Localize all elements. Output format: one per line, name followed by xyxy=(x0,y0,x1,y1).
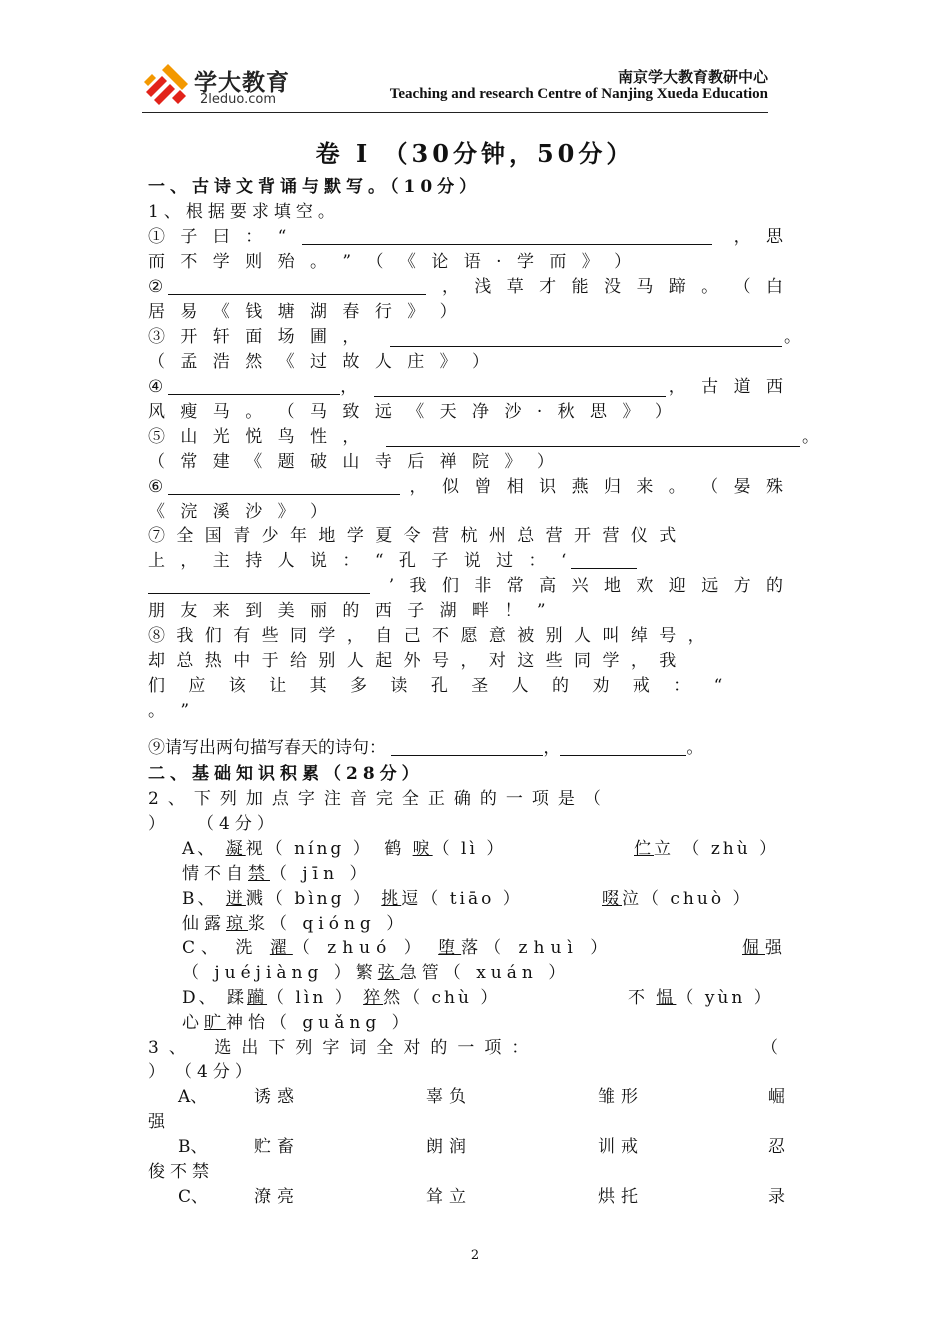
item-4-line-2: 风 瘦 马 。 （ 马 致 远 《 天 净 沙 · 秋 思 》 ） xyxy=(148,402,677,422)
fill-blank[interactable] xyxy=(391,737,543,756)
page-number: 2 xyxy=(470,1248,480,1263)
item-8-line-3: 们 应 该 让 其 多 读 孔 圣 人 的 劝 戒 ： “ xyxy=(148,676,732,696)
logo-mark-icon xyxy=(142,62,192,108)
fill-blank[interactable] xyxy=(148,575,370,594)
xueda-logo xyxy=(142,62,312,110)
option-d-line-2: 心旷神怡（ guǎng ） xyxy=(182,1013,414,1033)
item-6-line-1: ⑥ ， 似 曾 相 识 燕 归 来 。 （ 晏 殊 xyxy=(148,477,788,497)
item-6-line-2: 《 浣 溪 沙 》 ） xyxy=(148,502,333,522)
fill-blank[interactable] xyxy=(560,737,686,756)
option-c-line-2: （ juéjiàng ）繁弦急管（ xuán ） xyxy=(182,963,571,983)
page-title: 卷 I （30分钟，50分） xyxy=(315,139,635,168)
item-8-line-2: 却 总 热 中 于 给 别 人 起 外 号 ， 对 这 些 同 学 ， 我 xyxy=(148,651,680,671)
section2-heading: 二、基础知识积累（28分） xyxy=(148,764,424,784)
fill-blank[interactable] xyxy=(168,476,400,495)
fill-blank[interactable] xyxy=(302,226,712,245)
item-1-line-1: ① 子 曰 ： “ ， 思 xyxy=(148,227,788,247)
question-3-line-1: 3、 选出下列字词全对的一项： （ xyxy=(148,1038,788,1058)
option-c-line-1: C、 洗 濯（ zhuó ） 堕落（ zhuì ） 倔强 xyxy=(182,938,788,958)
item-5-line-2: （ 常 建 《 题 破 山 寺 后 禅 院 》 ） xyxy=(148,452,559,472)
question-2-line-1: 2、下列加点字注音完全正确的一项是（ xyxy=(148,789,610,809)
item-1-line-2: 而 不 学 则 殆 。 ” （ 《 论 语 · 学 而 》 ） xyxy=(148,252,637,272)
item-7-line-1: ⑦ 全 国 青 少 年 地 学 夏 令 营 杭 州 总 营 开 营 仪 式 xyxy=(148,526,680,546)
question-3-line-2: ） （4分） xyxy=(148,1062,257,1082)
question-1: 1、根据要求填空。 xyxy=(148,202,340,222)
org-name-en: Teaching and research Centre of Nanjing Xueda Education xyxy=(389,86,768,102)
item-8-line-1: ⑧ 我 们 有 些 同 学 ， 自 己 不 愿 意 被 别 人 叫 绰 号 ， xyxy=(148,626,708,646)
fill-blank[interactable] xyxy=(390,328,782,347)
header-divider xyxy=(142,112,768,113)
item-7-line-3: ’ 我 们 非 常 高 兴 地 欢 迎 远 方 的 xyxy=(148,574,788,598)
fill-blank[interactable] xyxy=(571,550,637,569)
option-d-line-1: D、 蹂躏（ lìn ） 猝然（ chù ） 不 愠（ yùn ） xyxy=(182,988,774,1008)
question-2-line-2: ） （4分） xyxy=(148,814,279,834)
document-page: 学大教育 2leduo.com 南京学大教育教研中心 Teaching and research Centre of Nanjing Xueda Education 卷 I （30分钟，50分） 一、古诗文背诵与默写。（10分） 1、根据要求填空。 ① 子 曰 ： “ ， 思 而 不 学 则 殆 。 ” （ 《 论 语 · 学 而 》 ） ② ， 浅 草 才 能 没 马 蹄 。 （ 白 居 易 《 钱 塘 湖 春 行 》 ） ③ 开 轩 面 场 圃 ， 。 （ 孟 浩 然 《 过 故 人 庄 》 ） ④ ， ， 古 道 西 风 瘦 马 。 （ 马 致 远 《 天 净 沙 · 秋 思 》 ） ⑤ 山 光 悦 鸟 性 ， 。 （ 常 建 《 题 破 山 寺 后 禅 院 》 ） ⑥ ， 似 曾 相 识 燕 归 来 。 （ 晏 殊 《 浣 溪 沙 》 ） ⑦ 全 国 青 少 年 地 学 夏 令 营 杭 州 总 营 开 营 仪 式 上 ， 主 持 人 说 ： “ 孔 子 说 过 ： ‘ ’ 我 们 非 常 高 兴 地 欢 迎 远 方 的 朋 友 来 到 美 丽 的 西 子 湖 畔 ！ ” ⑧ 我 们 有 些 同 学 ， 自 己 不 愿 意 被 别 人 叫 绰 号 ， 却 总 热 中 于 给 别 人 起 外 号 ， 对 这 些 同 学 ， 我 们 应 该 让 其 多 读 孔 圣 人 的 劝 戒 ： “ 。 ” ⑨请写出两句描写春天的诗句： ， 。 二、基础知识积累（28分） 2、下列加点字注音完全正确的一项是（ ） （4分） A、 凝视（ níng ） 鹤 唳（ lì ） 伫立 （ zhù ） 情不自禁（ jīn ） B、 迸溅（ bìng ） 挑逗（ tiāo ） 啜泣（ chuò ） 仙露琼浆（ qióng ） C、 洗 濯（ zhuó ） 堕落（ zhuì ） 倔强 （ juéjiàng ）繁弦急管（ xuán ） D、 蹂躏（ lìn ） 猝然（ chù ） 不 愠（ yùn ） 心旷神怡（ guǎng ） 3、 选出下列字词全对的一项： （ ） （4分） A、 诱惑 辜负 雏形 崛 强 B、 贮畜 朗润 训戒 忍 俊不禁 C、 潦亮 耸立 烘托 录 2 xyxy=(0,0,950,1344)
item-4-line-1: ④ ， ， 古 道 西 xyxy=(148,377,788,397)
item-2-line-1: ② ， 浅 草 才 能 没 马 蹄 。 （ 白 xyxy=(148,277,788,297)
q3-option-a-tail: 强 xyxy=(148,1112,170,1132)
item-3-line-2: （ 孟 浩 然 《 过 故 人 庄 》 ） xyxy=(148,352,495,372)
option-b-line-2: 仙露琼浆（ qióng ） xyxy=(182,914,409,934)
logo-chinese-text: 学大教育 xyxy=(194,70,290,96)
item-2-line-2: 居 易 《 钱 塘 湖 春 行 》 ） xyxy=(148,302,462,322)
fill-blank[interactable] xyxy=(168,376,340,395)
fill-blank[interactable] xyxy=(168,276,426,295)
item-8-line-4: 。 ” xyxy=(148,701,195,721)
item-5-line-1: ⑤ 山 光 悦 鸟 性 ， 。 xyxy=(148,427,824,447)
fill-blank[interactable] xyxy=(386,428,800,447)
item-7-line-2: 上 ， 主 持 人 说 ： “ 孔 子 说 过 ： ‘ xyxy=(148,549,788,573)
option-b-line-1: B、 迸溅（ bìng ） 挑逗（ tiāo ） 啜泣（ chuò ） xyxy=(182,889,753,909)
item-7-line-4: 朋 友 来 到 美 丽 的 西 子 湖 畔 ！ ” xyxy=(148,601,551,621)
q3-option-b-tail: 俊不禁 xyxy=(148,1162,214,1182)
item-3-line-1: ③ 开 轩 面 场 圃 ， 。 xyxy=(148,327,806,347)
logo-domain-text: 2leduo.com xyxy=(200,92,276,107)
item-9: ⑨请写出两句描写春天的诗句： ， 。 xyxy=(148,738,704,758)
fill-blank[interactable] xyxy=(374,378,666,397)
option-a-line-2: 情不自禁（ jīn ） xyxy=(182,864,372,884)
org-name-cn: 南京学大教育教研中心 xyxy=(617,68,768,86)
option-a-line-1: A、 凝视（ níng ） 鹤 唳（ lì ） 伫立 （ zhù ） xyxy=(182,839,780,859)
section1-heading: 一、古诗文背诵与默写。（10分） xyxy=(148,177,482,197)
